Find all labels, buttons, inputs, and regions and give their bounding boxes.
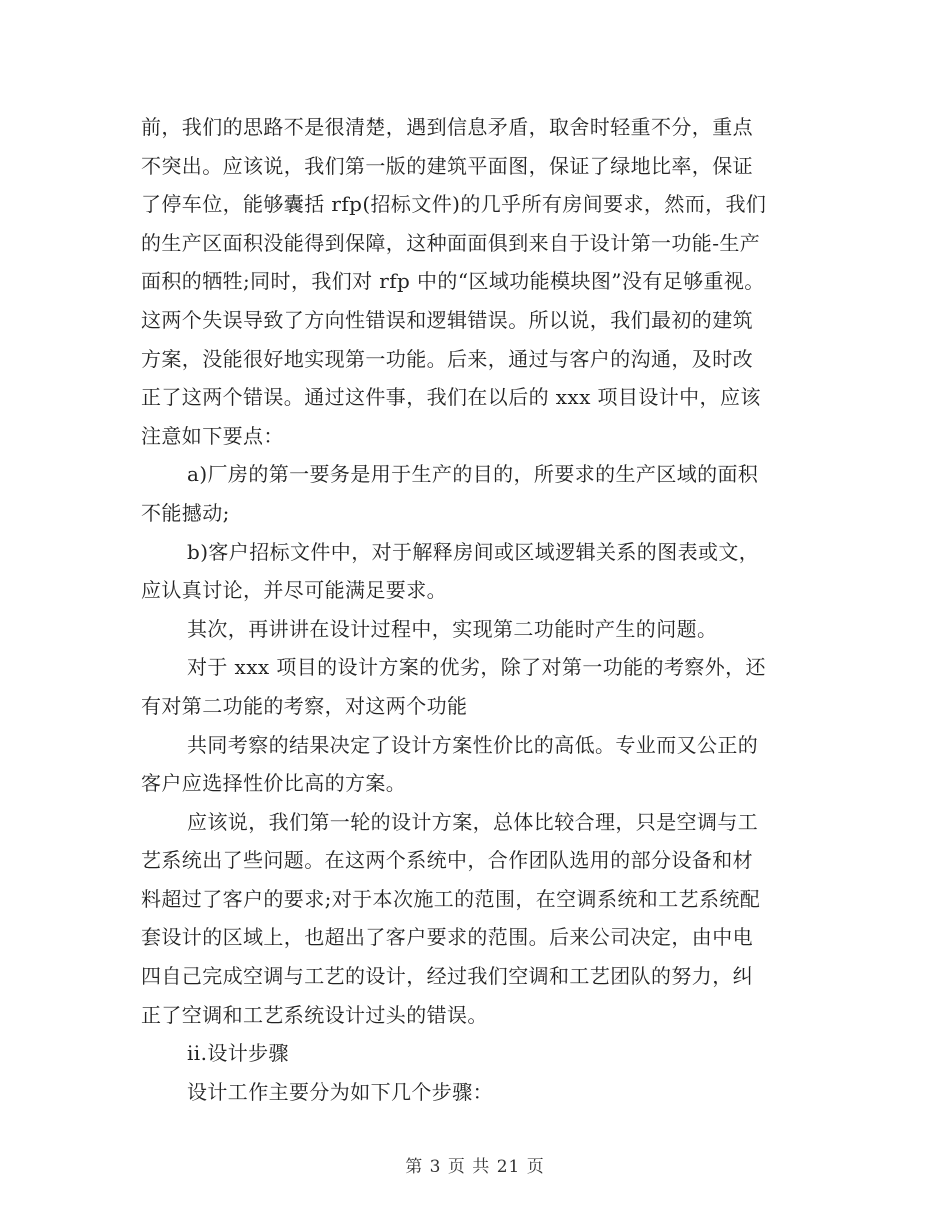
text-line: 正了空调和工艺系统设计过头的错误。	[141, 1002, 488, 1027]
text-line: ii.设计步骤	[187, 1041, 289, 1066]
text-line: 设计工作主要分为如下几个步骤：	[187, 1079, 493, 1104]
text-line: 艺系统出了些问题。在这两个系统中，合作团队选用的部分设备和材	[141, 848, 753, 873]
text-line: 不能撼动;	[141, 500, 230, 525]
text-line: 面积的牺牲;同时，我们对 rfp 中的“区域功能模块图”没有足够重视。	[141, 269, 765, 294]
text-line: 四自己完成空调与工艺的设计，经过我们空调和工艺团队的努力，纠	[141, 964, 753, 989]
text-line: 应该说，我们第一轮的设计方案，总体比较合理，只是空调与工	[187, 809, 759, 834]
text-line: 客户应选择性价比高的方案。	[141, 771, 407, 796]
text-line: 套设计的区域上，也超出了客户要求的范围。后来公司决定，由中电	[141, 925, 753, 950]
page-number-label: 第 3 页 共 21 页	[405, 1157, 545, 1177]
text-line: 应认真讨论，并尽可能满足要求。	[141, 578, 447, 603]
text-line: 的生产区面积没能得到保障，这种面面俱到来自于设计第一功能-生产	[141, 230, 761, 255]
text-line: 对于 xxx 项目的设计方案的优劣，除了对第一功能的考察外，还	[187, 655, 766, 680]
document-body	[141, 108, 821, 1111]
text-line: 前，我们的思路不是很清楚，遇到信息矛盾，取舍时轻重不分，重点	[141, 115, 753, 139]
text-line: 方案，没能很好地实现第一功能。后来，通过与客户的沟通，及时改	[141, 346, 753, 371]
text-line: 了停车位，能够囊括 rfp(招标文件)的几乎所有房间要求，然而，我们	[141, 192, 767, 217]
text-line: a)厂房的第一要务是用于生产的目的，所要求的生产区域的面积	[187, 462, 759, 487]
text-line: b)客户招标文件中，对于解释房间或区域逻辑关系的图表或文，	[187, 539, 760, 564]
text-line: 有对第二功能的考察，对这两个功能	[141, 693, 468, 718]
text-line: 不突出。应该说，我们第一版的建筑平面图，保证了绿地比率，保证	[141, 153, 753, 178]
page-footer	[0, 1152, 950, 1177]
text-line: 正了这两个错误。通过这件事，我们在以后的 xxx 项目设计中，应该	[141, 385, 761, 410]
text-line: 共同考察的结果决定了设计方案性价比的高低。专业而又公正的	[187, 732, 759, 757]
text-line: 这两个失误导致了方向性错误和逻辑错误。所以说，我们最初的建筑	[141, 307, 753, 332]
text-line: 其次，再讲讲在设计过程中，实现第二功能时产生的问题。	[187, 616, 718, 641]
text-line: 料超过了客户的要求;对于本次施工的范围，在空调系统和工艺系统配	[141, 886, 761, 911]
text-line: 注意如下要点：	[141, 423, 284, 448]
